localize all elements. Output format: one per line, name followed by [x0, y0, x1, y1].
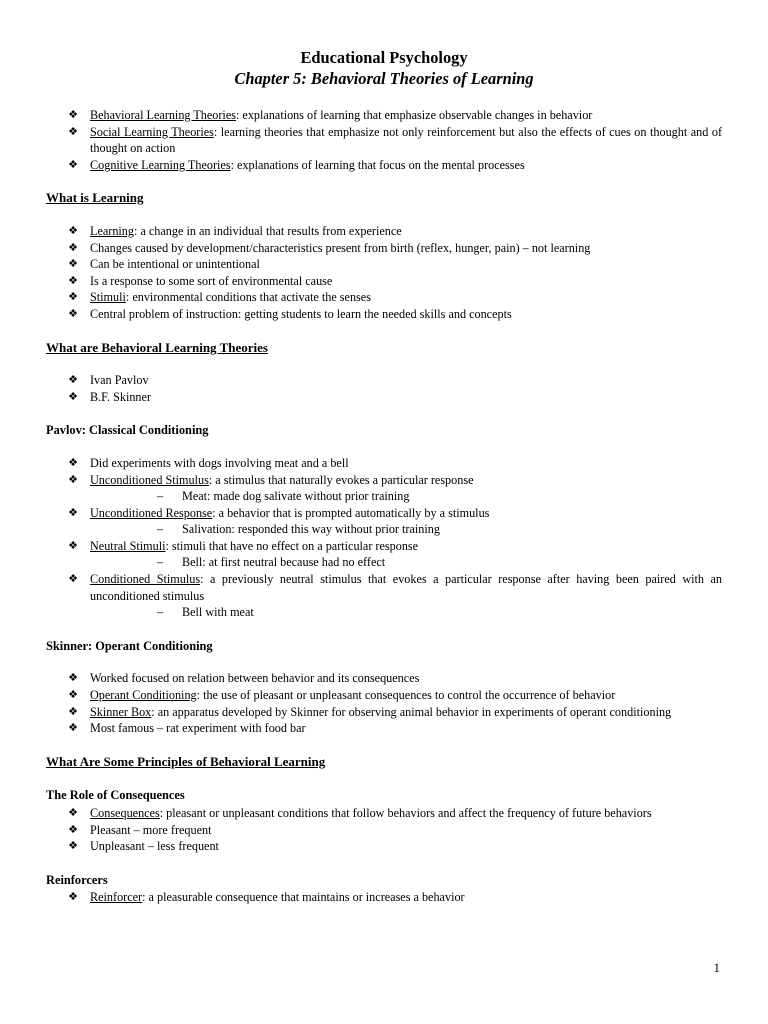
sub-list	[90, 521, 722, 538]
term-label: Skinner Box	[90, 704, 152, 719]
dash-icon: –	[157, 605, 164, 620]
reinforcers-list	[46, 889, 722, 906]
term-label: Reinforcer	[90, 890, 143, 905]
dash-icon: –	[157, 522, 164, 537]
list-item	[46, 838, 722, 855]
section-heading-behavioral-theories: What are Behavioral Learning Theories	[46, 339, 268, 355]
term-label: Consequences	[90, 806, 160, 820]
list-item	[46, 289, 722, 306]
bullet-icon: ❖	[68, 688, 78, 702]
subheading-reinforcers: Reinforcers	[46, 872, 108, 887]
bullet-icon: ❖	[68, 373, 78, 387]
term-definition: : a behavior that is prompted automatically by a stimulus	[212, 505, 490, 520]
sub-list-item	[90, 604, 722, 621]
term-definition: : stimuli that have no effect on a particular response	[165, 538, 419, 553]
list-item	[46, 822, 722, 839]
bullet-icon: ❖	[68, 124, 78, 138]
term-label: Stimuli	[90, 290, 126, 305]
item-text: B.F. Skinner	[90, 389, 151, 404]
item-text: Is a response to some sort of environmental cause	[90, 273, 333, 288]
sub-list-item	[90, 554, 722, 571]
sub-item-text: Meat: made dog salivate without prior training	[182, 489, 410, 504]
item-text: Ivan Pavlov	[90, 373, 149, 388]
term-definition: : a stimulus that naturally evokes a particular response	[208, 472, 474, 487]
term-definition: : explanations of learning that focus on the mental processes	[230, 157, 525, 172]
item-text: Pleasant – more frequent	[90, 822, 212, 837]
bullet-icon: ❖	[68, 240, 78, 254]
section-heading-what-is-learning: What is Learning	[46, 190, 144, 206]
sub-list-item	[90, 521, 722, 538]
term-label: Social Learning Theories	[90, 124, 214, 139]
what-is-learning-list	[46, 223, 722, 323]
term-definition: : a previously neutral stimulus that evokes a particular response after having been paired with an unconditioned stimulus	[90, 572, 722, 603]
term-label: Unconditioned Stimulus	[90, 472, 209, 487]
skinner-list	[46, 670, 722, 736]
bullet-icon: ❖	[68, 890, 78, 904]
sub-item-text: Bell: at first neutral because had no effect	[182, 555, 386, 570]
bullet-icon: ❖	[68, 472, 78, 486]
bullet-icon: ❖	[68, 306, 78, 320]
sub-list	[90, 554, 722, 571]
list-item	[46, 805, 722, 822]
term-label: Behavioral Learning Theories	[90, 108, 236, 122]
item-text: Changes caused by development/characteristics present from birth (reflex, hunger, pain) – not learning	[90, 240, 591, 255]
item-text: Worked focused on relation between behavior and its consequences	[90, 671, 420, 686]
dash-icon: –	[157, 555, 164, 570]
list-item	[46, 538, 722, 571]
bullet-icon: ❖	[68, 704, 78, 718]
bullet-icon: ❖	[68, 157, 78, 171]
term-label: Cognitive Learning Theories	[90, 157, 231, 172]
term-label: Neutral Stimuli	[90, 538, 166, 553]
bullet-icon: ❖	[68, 671, 78, 685]
item-text: Did experiments with dogs involving meat and a bell	[90, 455, 349, 470]
sub-item-text: Bell with meat	[182, 605, 254, 620]
subheading-pavlov: Pavlov: Classical Conditioning	[46, 423, 209, 438]
list-item	[46, 704, 722, 721]
list-item	[46, 687, 722, 704]
term-label: Conditioned Stimulus	[90, 572, 201, 587]
list-item	[46, 389, 722, 406]
term-definition: : environmental conditions that activate the senses	[125, 290, 371, 305]
bullet-icon: ❖	[68, 290, 78, 304]
bullet-icon: ❖	[68, 721, 78, 735]
list-item	[46, 472, 722, 505]
term-definition: : a change in an individual that results from experience	[134, 223, 402, 238]
list-item	[46, 306, 722, 323]
bullet-icon: ❖	[68, 108, 78, 121]
list-item	[46, 571, 722, 621]
bullet-icon: ❖	[68, 572, 78, 586]
bullet-icon: ❖	[68, 389, 78, 403]
list-item	[46, 505, 722, 538]
item-text: Central problem of instruction: getting students to learn the needed skills and concepts	[90, 306, 512, 321]
term-definition: : explanations of learning that emphasize observable changes in behavior	[235, 108, 593, 122]
list-item	[46, 455, 722, 472]
bullet-icon: ❖	[68, 822, 78, 836]
behavioral-theories-list	[46, 372, 722, 405]
term-label: Learning	[90, 223, 134, 238]
page-content	[46, 47, 722, 906]
bullet-icon: ❖	[68, 257, 78, 271]
item-text: Can be intentional or unintentional	[90, 257, 260, 272]
list-item	[46, 157, 722, 174]
document-title: Educational Psychology	[300, 48, 468, 67]
sub-list	[90, 604, 722, 621]
bullet-icon: ❖	[68, 806, 78, 819]
bullet-icon: ❖	[68, 505, 78, 519]
list-item	[46, 372, 722, 389]
pavlov-list	[46, 455, 722, 621]
term-label: Unconditioned Response	[90, 505, 213, 520]
term-definition: : the use of pleasant or unpleasant consequences to control the occurrence of behavior	[196, 688, 616, 703]
chapter-subtitle: Chapter 5: Behavioral Theories of Learning	[234, 69, 534, 88]
subheading-consequences: The Role of Consequences	[46, 788, 185, 803]
bullet-icon: ❖	[68, 538, 78, 552]
list-item	[46, 223, 722, 240]
list-item	[46, 720, 722, 737]
bullet-icon: ❖	[68, 839, 78, 853]
term-definition: : learning theories that emphasize not only reinforcement but also the effects of cues on thought and of thought on action	[90, 124, 723, 156]
term-definition: : pleasant or unpleasant conditions that follow behaviors and affect the frequency of future behaviors	[159, 806, 652, 820]
item-text: Most famous – rat experiment with food bar	[90, 721, 306, 736]
sub-list	[90, 488, 722, 505]
list-item	[46, 889, 722, 906]
bullet-icon: ❖	[68, 455, 78, 469]
list-item	[46, 670, 722, 687]
term-definition: : an apparatus developed by Skinner for observing animal behavior in experiments of operant conditioning	[151, 704, 672, 719]
subheading-skinner: Skinner: Operant Conditioning	[46, 638, 213, 653]
page-number: 1	[713, 960, 720, 975]
term-label: Operant Conditioning	[90, 688, 197, 703]
section-heading-principles: What Are Some Principles of Behavioral Learning	[46, 753, 326, 769]
bullet-icon: ❖	[68, 273, 78, 287]
dash-icon: –	[157, 489, 164, 504]
sub-item-text: Salivation: responded this way without prior training	[182, 522, 440, 537]
list-item	[46, 240, 722, 257]
intro-list	[46, 107, 722, 173]
list-item	[46, 273, 722, 290]
bullet-icon: ❖	[68, 223, 78, 237]
item-text: Unpleasant – less frequent	[90, 839, 219, 854]
list-item	[46, 124, 722, 157]
sub-list-item	[90, 488, 722, 505]
term-definition: : a pleasurable consequence that maintains or increases a behavior	[142, 890, 465, 905]
consequences-list	[46, 805, 722, 855]
list-item	[46, 256, 722, 273]
list-item	[46, 107, 722, 124]
